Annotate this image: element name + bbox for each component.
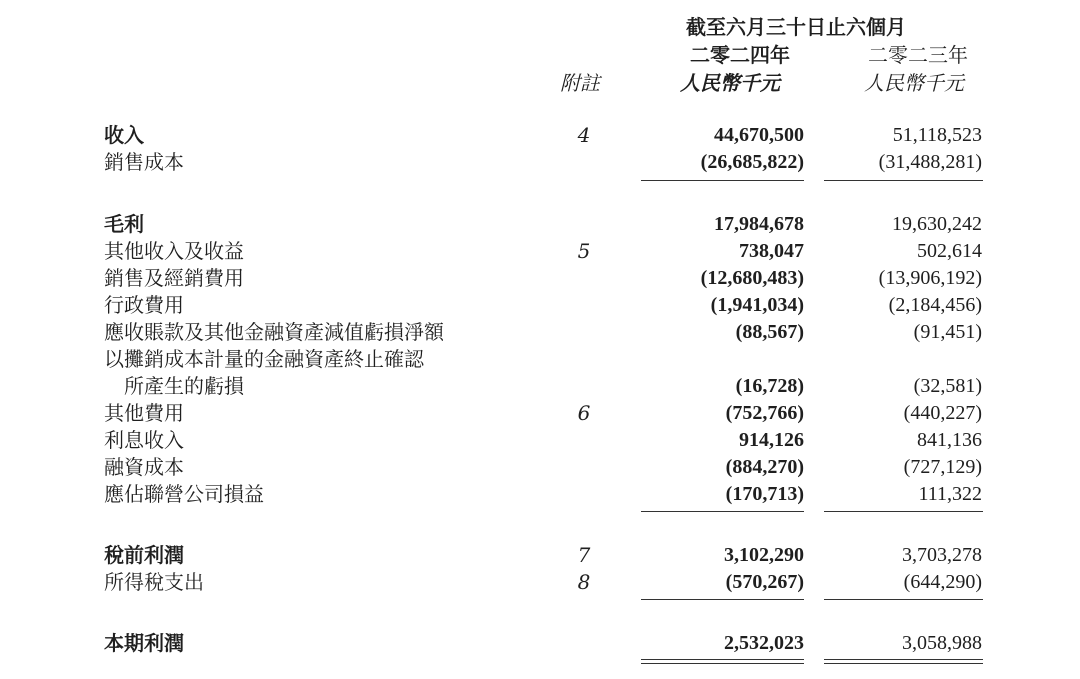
value-2024: (88,567) <box>735 321 804 343</box>
row-label: 其他收入及收益 <box>104 239 244 263</box>
total-double-rule-2023 <box>824 659 983 664</box>
row-label: 稅前利潤 <box>104 543 184 567</box>
value-2023: (91,451) <box>913 321 982 343</box>
value-2024: (26,685,822) <box>700 151 804 173</box>
value-2023: (727,129) <box>903 456 982 478</box>
value-2024: (170,713) <box>725 483 804 505</box>
row-label: 銷售成本 <box>104 150 184 174</box>
value-2023: 3,058,988 <box>902 632 982 654</box>
value-2024: (16,728) <box>735 375 804 397</box>
value-2024: (570,267) <box>725 571 804 593</box>
value-2023: (2,184,456) <box>888 294 982 316</box>
period-header: 截至六月三十日止六個月 <box>686 15 906 39</box>
value-2023: (31,488,281) <box>878 151 982 173</box>
row-label: 所產生的虧損 <box>124 374 244 398</box>
row-note: 5 <box>577 239 591 263</box>
value-2023: (440,227) <box>903 402 982 424</box>
row-label: 銷售及經銷費用 <box>104 266 244 290</box>
year-2023-header: 二零二三年 <box>868 43 968 67</box>
value-2023: 3,703,278 <box>902 544 982 566</box>
value-2024: (884,270) <box>725 456 804 478</box>
value-2024: (12,680,483) <box>700 267 804 289</box>
year-2024-header: 二零二四年 <box>690 43 790 67</box>
row-label: 融資成本 <box>104 455 184 479</box>
unit-2024-header: 人民幣千元 <box>680 71 780 95</box>
subtotal-rule-2023 <box>824 180 983 181</box>
row-label: 所得稅支出 <box>104 570 204 594</box>
subtotal-rule-2024 <box>641 180 804 181</box>
row-label: 應佔聯營公司損益 <box>104 482 264 506</box>
value-2024: (752,766) <box>725 402 804 424</box>
row-label: 利息收入 <box>104 428 184 452</box>
value-2024: 914,126 <box>739 429 804 451</box>
value-2023: (13,906,192) <box>878 267 982 289</box>
notes-column-header: 附註 <box>560 71 600 95</box>
value-2024: 44,670,500 <box>714 124 804 146</box>
row-note: 8 <box>577 570 591 594</box>
row-label: 應收賬款及其他金融資產減值虧損淨額 <box>104 320 444 344</box>
value-2023: (644,290) <box>903 571 982 593</box>
row-note: 6 <box>577 401 591 425</box>
value-2023: 841,136 <box>917 429 982 451</box>
total-double-rule-2024 <box>641 659 804 664</box>
value-2024: 3,102,290 <box>724 544 804 566</box>
value-2023: 51,118,523 <box>892 124 982 146</box>
row-label: 本期利潤 <box>104 631 184 655</box>
value-2023: 111,322 <box>918 483 982 505</box>
row-label: 收入 <box>104 123 144 147</box>
value-2024: 738,047 <box>739 240 804 262</box>
row-label: 行政費用 <box>104 293 184 317</box>
value-2024: 2,532,023 <box>724 632 804 654</box>
row-note: 4 <box>577 123 591 147</box>
row-label: 以攤銷成本計量的金融資產終止確認 <box>104 347 424 371</box>
value-2024: 17,984,678 <box>714 213 804 235</box>
value-2023: 19,630,242 <box>892 213 982 235</box>
subtotal-rule-2024 <box>641 511 804 512</box>
value-2023: 502,614 <box>917 240 982 262</box>
row-note: 7 <box>577 543 591 567</box>
subtotal-rule-2024 <box>641 599 804 600</box>
row-label: 其他費用 <box>104 401 184 425</box>
value-2023: (32,581) <box>913 375 982 397</box>
subtotal-rule-2023 <box>824 599 983 600</box>
value-2024: (1,941,034) <box>710 294 804 316</box>
unit-2023-header: 人民幣千元 <box>864 71 964 95</box>
subtotal-rule-2023 <box>824 511 983 512</box>
row-label: 毛利 <box>104 212 144 236</box>
